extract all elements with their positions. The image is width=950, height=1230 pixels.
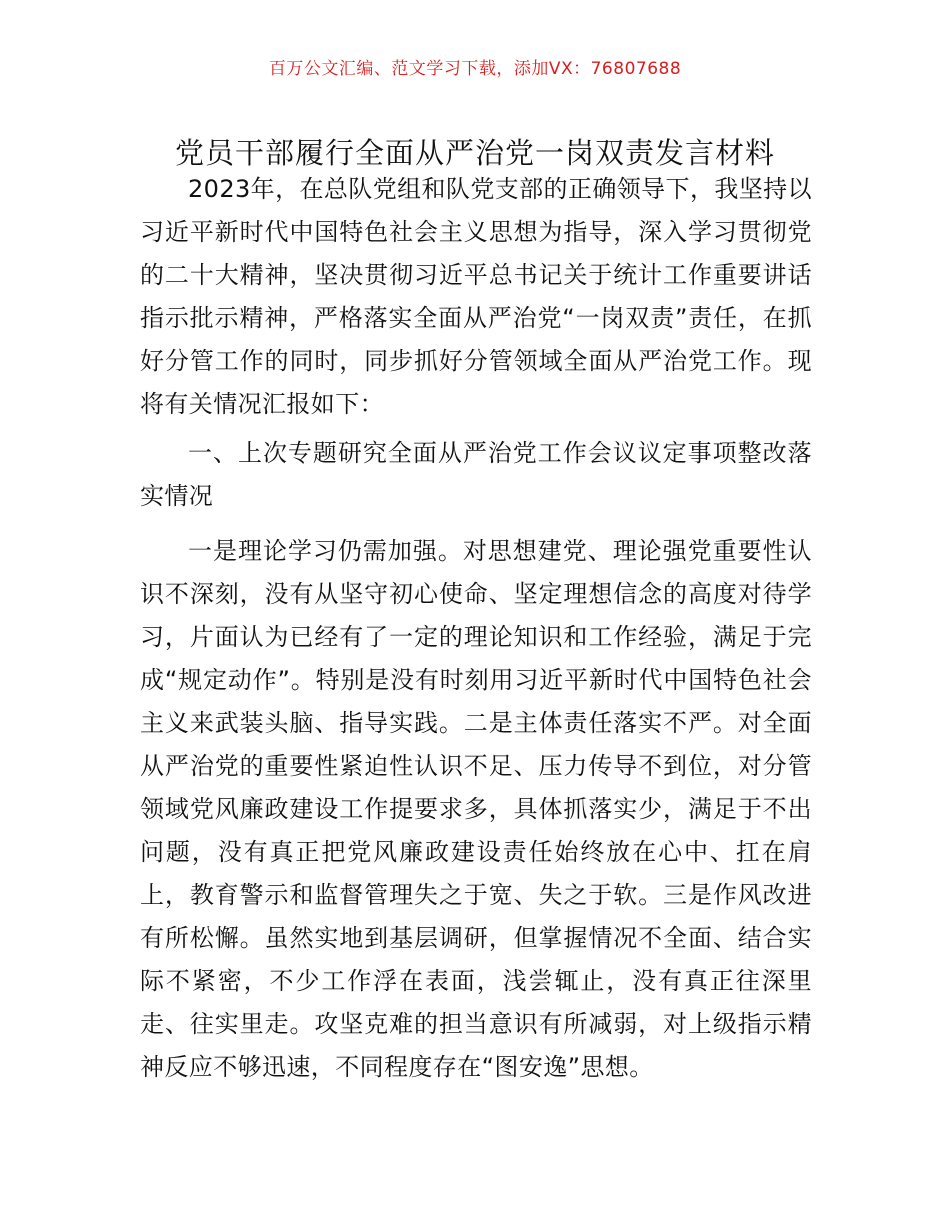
header-note: 百万公文汇编、范文学习下载，添加VX：76807688 (268, 59, 682, 79)
section-heading: 一、上次专题研究全面从严治党工作会议议定事项整改落实情况 (140, 439, 812, 510)
intro-paragraph: 2023年，在总队党组和队党支部的正确领导下，我坚持以习近平新时代中国特色社会主义思想为指导，深入学习贯彻党的二十大精神，坚决贯彻习近平总书记关于统计工作重要讲话指示批示精神，严格落实全面从严治党“一岗双责”责任，在抓好分管工作的同时，同步抓好分管领域全面从严治党工作。现将有关情况汇报如下： (140, 175, 812, 418)
problems-paragraph: 一是理论学习仍需加强。对思想建党、理论强党重要性认识不深刻，没有从坚守初心使命、坚定理想信念的高度对待学习，片面认为已经有了一定的理论知识和工作经验，满足于完成“规定动作”。特别是没有时刻用习近平新时代中国特色社会主义来武装头脑、指导实践。二是主体责任落实不严。对全面从严治党的重要性紧迫性认识不足、压力传导不到位，对分管领域党风廉政建设工作提要求多，具体抓落实少，满足于不出问题，没有真正把党风廉政建设责任始终放在心中、扛在肩上，教育警示和监督管理失之于宽、失之于软。三是作风改进有所松懈。虽然实地到基层调研，但掌握情况不全面、结合实际不紧密，不少工作浮在表面，浅尝辄止，没有真正往深里走、往实里走。攻坚克难的担当意识有所减弱，对上级指示精神反应不够迅速，不同程度存在“图安逸”思想。 (140, 537, 812, 1081)
document-body (140, 168, 812, 1089)
document-title: 党员干部履行全面从严治党一岗双责发言材料 (174, 136, 775, 171)
